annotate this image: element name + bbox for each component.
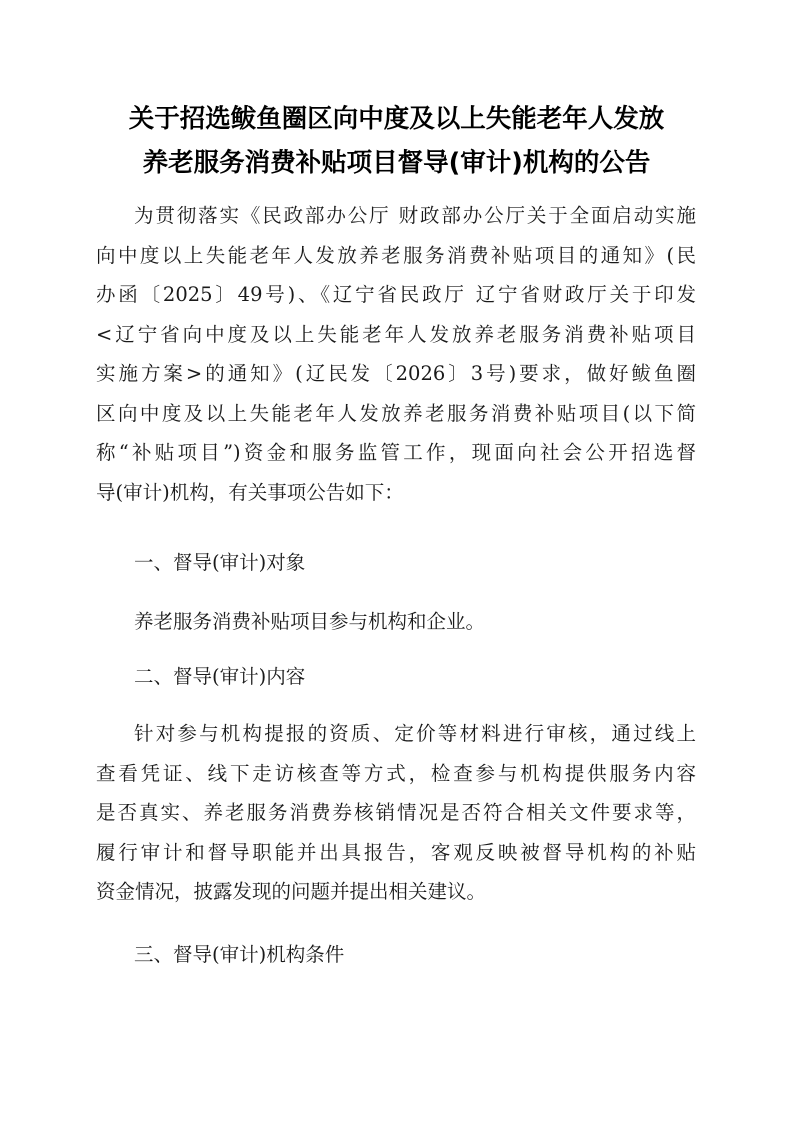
section-1-text: 养老服务消费补贴项目参与机构和企业。	[134, 610, 486, 633]
section-3-heading: 三、督导(审计)机构条件	[134, 943, 345, 966]
section-2-line-3: 是否真实、养老服务消费券核销情况是否符合相关文件要求等，	[96, 801, 696, 824]
section-2-line-1: 针对参与机构提报的资质、定价等材料进行审核，通过线上	[134, 722, 696, 745]
intro-line-3: 办函〔2025〕49号)、《辽宁省民政厅 辽宁省财政厅关于印发	[96, 283, 696, 306]
intro-line-4: <辽宁省向中度及以上失能老年人发放养老服务消费补贴项目	[96, 323, 696, 346]
section-2-heading: 二、督导(审计)内容	[134, 665, 306, 688]
intro-line-2: 向中度以上失能老年人发放养老服务消费补贴项目的通知》(民	[96, 244, 696, 267]
intro-line-6: 区向中度及以上失能老年人发放养老服务消费补贴项目(以下简	[96, 402, 696, 425]
section-2-line-4: 履行审计和督导职能并出具报告，客观反映被督导机构的补贴	[96, 841, 696, 864]
intro-line-7: 称“补贴项目”)资金和服务监管工作，现面向社会公开招选督	[96, 441, 696, 464]
document-title-line-2: 养老服务消费补贴项目督导(审计)机构的公告	[142, 148, 651, 178]
document-title-line-1: 关于招选鲅鱼圈区向中度及以上失能老年人发放	[128, 104, 665, 134]
intro-line-1: 为贯彻落实《民政部办公厅 财政部办公厅关于全面启动实施	[134, 204, 696, 227]
intro-line-8: 导(审计)机构，有关事项公告如下：	[96, 481, 404, 504]
intro-line-5: 实施方案>的通知》(辽民发〔2026〕3号)要求，做好鲅鱼圈	[96, 362, 696, 385]
section-1-heading: 一、督导(审计)对象	[134, 551, 306, 574]
section-2-line-5: 资金情况，披露发现的问题并提出相关建议。	[96, 880, 487, 903]
section-2-line-2: 查看凭证、线下走访核查等方式，检查参与机构提供服务内容	[96, 762, 696, 785]
